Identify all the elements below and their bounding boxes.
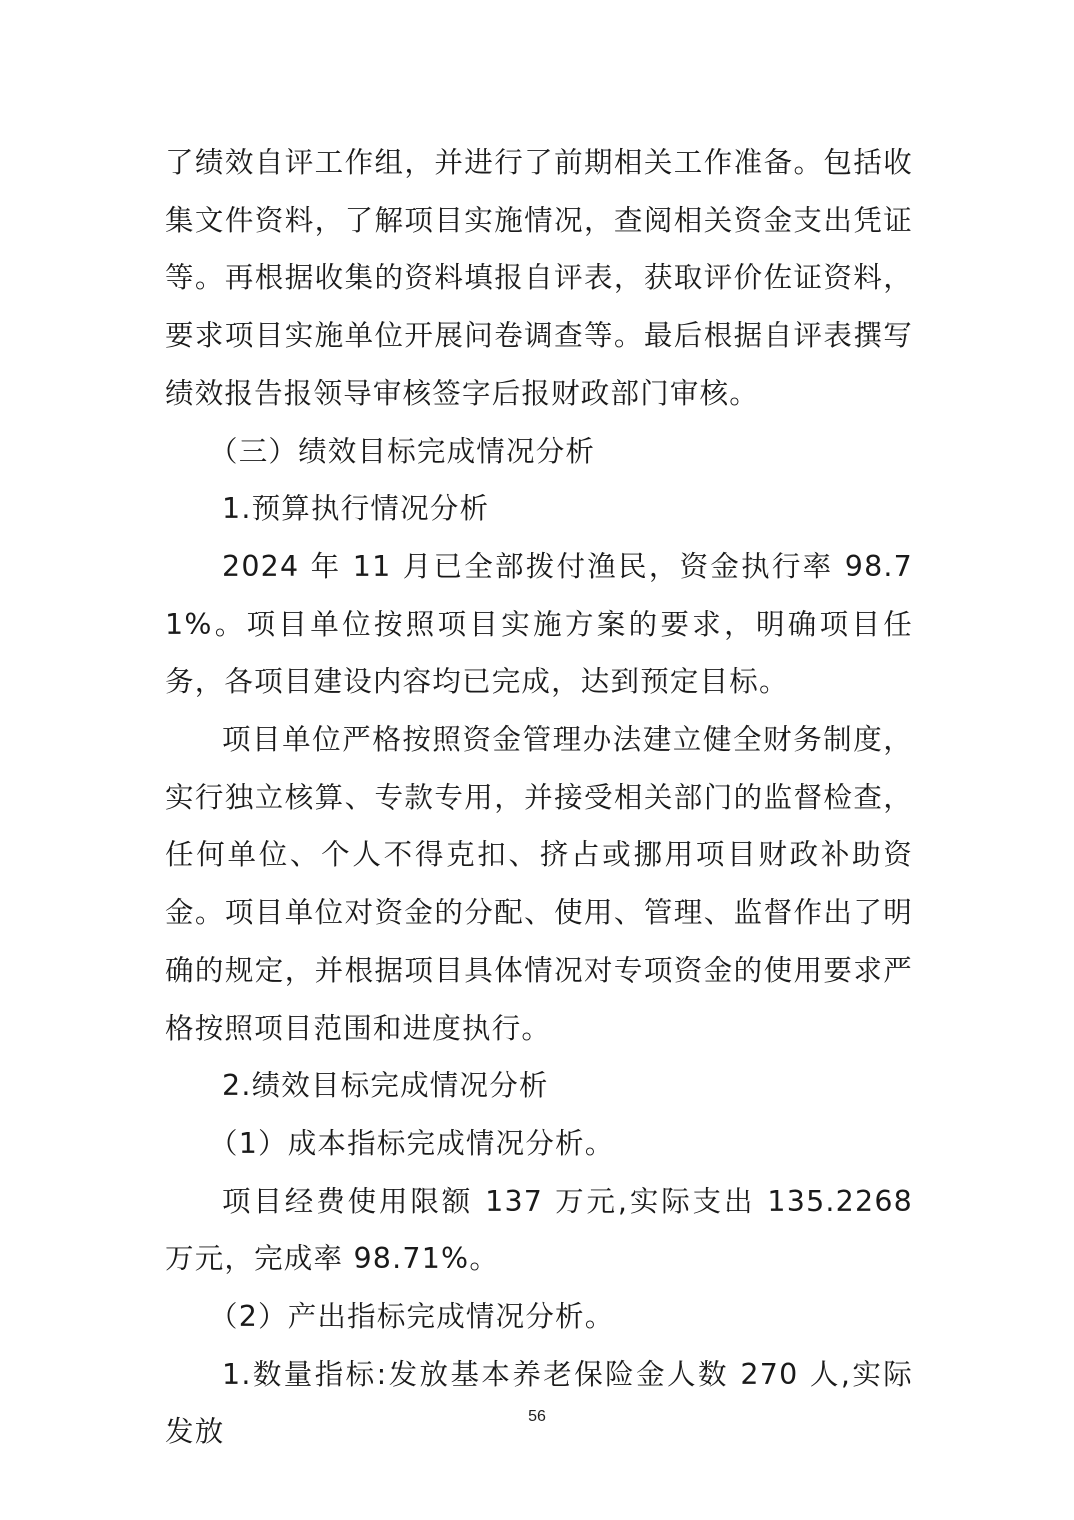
document-body	[165, 134, 913, 1461]
body-paragraph: 1.数量指标:发放基本养老保险金人数 270 人,实际发放	[165, 1357, 913, 1449]
subsection-heading: 1.预算执行情况分析	[222, 492, 490, 526]
body-paragraph: 项目经费使用限额 137 万元,实际支出 135.2268 万元，完成率 98.71%。	[165, 1184, 913, 1276]
body-paragraph: 项目单位严格按照资金管理办法建立健全财务制度，实行独立核算、专款专用，并接受相关部门的监督检查，任何单位、个人不得克扣、挤占或挪用项目财政补助资金。项目单位对资金的分配、使用、管理、监督作出了明确的规定，并根据项目具体情况对专项资金的使用要求严格按照项目范围和进度执行。	[165, 723, 913, 1045]
body-paragraph: 了绩效自评工作组，并进行了前期相关工作准备。包括收集文件资料，了解项目实施情况，查阅相关资金支出凭证等。再根据收集的资料填报自评表，获取评价佐证资料，要求项目实施单位开展问卷调查等。最后根据自评表撰写绩效报告报领导审核签字后报财政部门审核。	[165, 146, 913, 410]
section-heading: （三）绩效目标完成情况分析	[209, 434, 596, 468]
subsection-heading: 2.绩效目标完成情况分析	[222, 1069, 549, 1103]
item-heading: （1）成本指标完成情况分析。	[209, 1126, 615, 1160]
body-paragraph: 2024 年 11 月已全部拨付渔民，资金执行率 98.71%。项目单位按照项目实施方案的要求，明确项目任务，各项目建设内容均已完成，达到预定目标。	[165, 549, 913, 699]
item-heading: （2）产出指标完成情况分析。	[209, 1300, 615, 1334]
page-number: 56	[528, 1408, 546, 1425]
